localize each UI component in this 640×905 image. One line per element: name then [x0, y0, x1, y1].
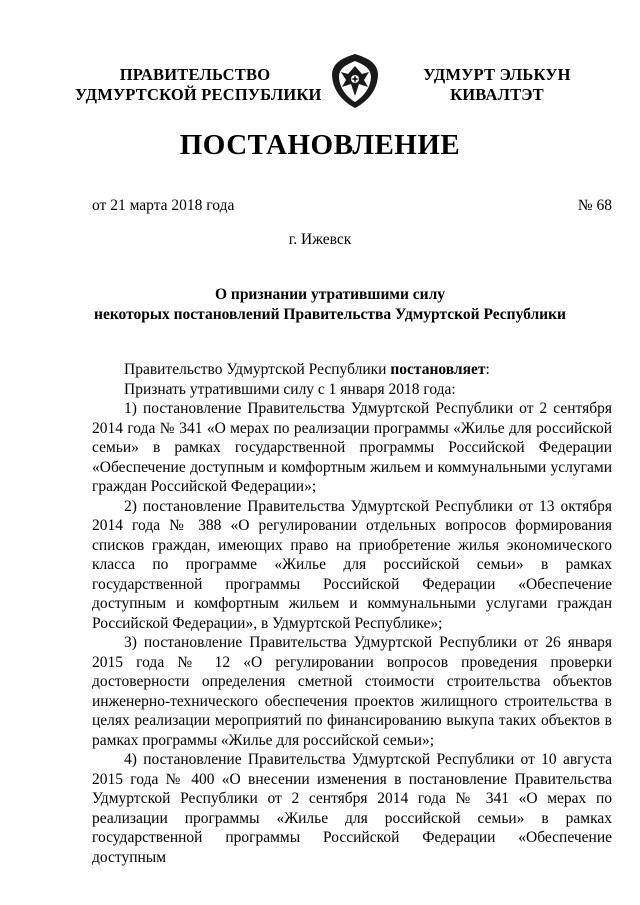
title-line-1: О признании утратившими силу	[214, 286, 446, 303]
document-number: № 68	[577, 197, 612, 214]
document-title	[80, 285, 580, 325]
intro-bold-verb: постановляет	[390, 361, 486, 378]
issuer-name-russian	[75, 65, 322, 105]
issuer-name-udmurt	[412, 65, 582, 105]
document-body	[92, 360, 612, 867]
title-line-2: некоторых постановлений Правительства Удмуртской Республики	[94, 306, 566, 323]
recognize-paragraph: Признать утратившими силу с 1 января 2018 года:	[124, 380, 456, 398]
issuer-udmurt-line-2: КИВАЛТЭТ	[450, 85, 544, 104]
document-city: г. Ижевск	[288, 231, 352, 248]
list-item: 4) постановление Правительства Удмуртской Республики от 10 августа 2015 года № 400 «О внесении изменения в постановление Правительства Удмуртской Республики от 2 сентября 2014 года № 341 «О мерах по реализации программы «Жилье для российской семьи» в рамках государственной программы Российской Федерации «Обеспечение доступным	[92, 751, 612, 866]
list-item: 2) постановление Правительства Удмуртской Республики от 13 октября 2014 года № 388 «О регулировании отдельных вопросов формирования списков граждан, имеющих право на приобретение жилья экономического класса по программе «Жилье для российской семьи» в рамках государственной программы Российской Федерации «Обеспечение доступным и комфортным жильем и коммунальными услугами граждан Российской Федерации», в Удмуртской Республике»;	[92, 497, 612, 632]
list-item: 3) постановление Правительства Удмуртской Республики от 26 января 2015 года № 12 «О регулировании вопросов проведения проверки достоверности определения сметной стоимости строительства объектов инженерно-технического обеспечения проектов жилищного строительства в целях реализации мероприятий по финансированию выкупа таких объектов в рамках программы «Жилье для российской семьи»;	[92, 634, 612, 749]
coat-of-arms-emblem	[329, 52, 381, 110]
intro-paragraph	[92, 360, 612, 380]
intro-prefix: Правительство Удмуртской Республики	[124, 361, 391, 378]
document-type: ПОСТАНОВЛЕНИЕ	[179, 129, 461, 161]
issuer-line-2: УДМУРТСКОЙ РЕСПУБЛИКИ	[75, 85, 322, 104]
issuer-udmurt-line-1: УДМУРТ ЭЛЬКУН	[423, 65, 571, 84]
intro-suffix: :	[485, 361, 490, 378]
list-item: 1) постановление Правительства Удмуртской Республики от 2 сентября 2014 года № 341 «О мерах по реализации программы «Жилье для российской семьи» в рамках государственной программы Российской Федерации «Обеспечение доступным и комфортным жильем и коммунальными услугами граждан Российской Федерации»;	[92, 400, 612, 495]
issuer-line-1: ПРАВИТЕЛЬСТВО	[119, 65, 271, 84]
document-date: от 21 марта 2018 года	[92, 197, 235, 214]
